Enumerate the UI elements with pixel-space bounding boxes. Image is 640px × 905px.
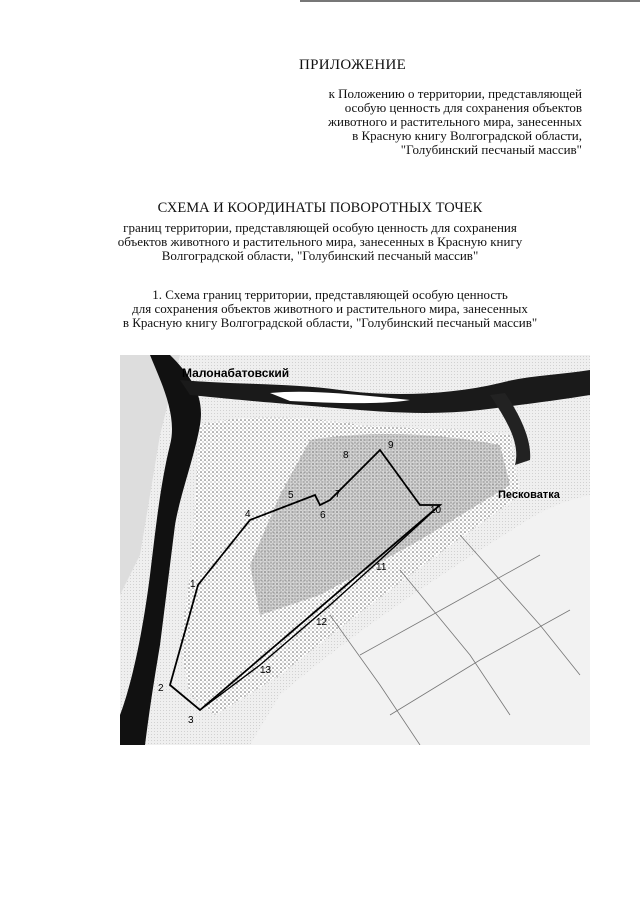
point-label: 5 (288, 490, 294, 501)
scheme-subtitle-line: объектов животного и растительного мира, занесенных в Красную книгу (117, 234, 523, 249)
section-title-line: 1. Схема границ территории, представляющей особую ценность (152, 287, 508, 302)
point-label: 3 (188, 715, 194, 726)
appendix-line: "Голубинский песчаный массив" (400, 142, 582, 157)
top-rule (300, 0, 640, 2)
point-label: 6 (320, 510, 326, 521)
appendix-line: в Красную книгу Волгоградской области, (352, 128, 582, 143)
section-title-line: в Красную книгу Волгоградской области, "Голубинский песчаный массив" (122, 315, 538, 330)
point-label: 9 (388, 440, 394, 451)
point-label: 11 (376, 562, 387, 573)
point-label: 12 (316, 617, 328, 628)
point-label: 10 (430, 505, 442, 516)
point-label: 13 (260, 665, 272, 676)
section-title-line: для сохранения объектов животного и растительного мира, занесенных (132, 301, 528, 316)
point-label: 4 (245, 509, 251, 520)
scheme-title: СХЕМА И КООРДИНАТЫ ПОВОРОТНЫХ ТОЧЕК (157, 200, 483, 216)
place-label-east: Песковатка (498, 489, 560, 501)
scheme-subtitle-line: Волгоградской области, "Голубинский песчаный массив" (161, 248, 479, 263)
place-label-north: Малонабатовский (182, 366, 290, 380)
appendix-line: особую ценность для сохранения объектов (344, 100, 582, 115)
scheme-subtitle (60, 221, 580, 263)
territory-map (120, 355, 590, 745)
section-1-title (60, 288, 600, 330)
point-label: 8 (343, 450, 349, 461)
point-label: 2 (158, 683, 164, 694)
appendix-line: животного и растительного мира, занесенных (328, 114, 582, 129)
appendix-title: ПРИЛОЖЕНИЕ (299, 57, 407, 73)
appendix-line: к Положению о территории, представляющей (328, 86, 582, 101)
appendix-text (297, 87, 582, 157)
scheme-subtitle-line: границ территории, представляющей особую ценность для сохранения (123, 220, 517, 235)
point-label: 1 (190, 579, 196, 590)
point-label: 7 (335, 489, 341, 500)
